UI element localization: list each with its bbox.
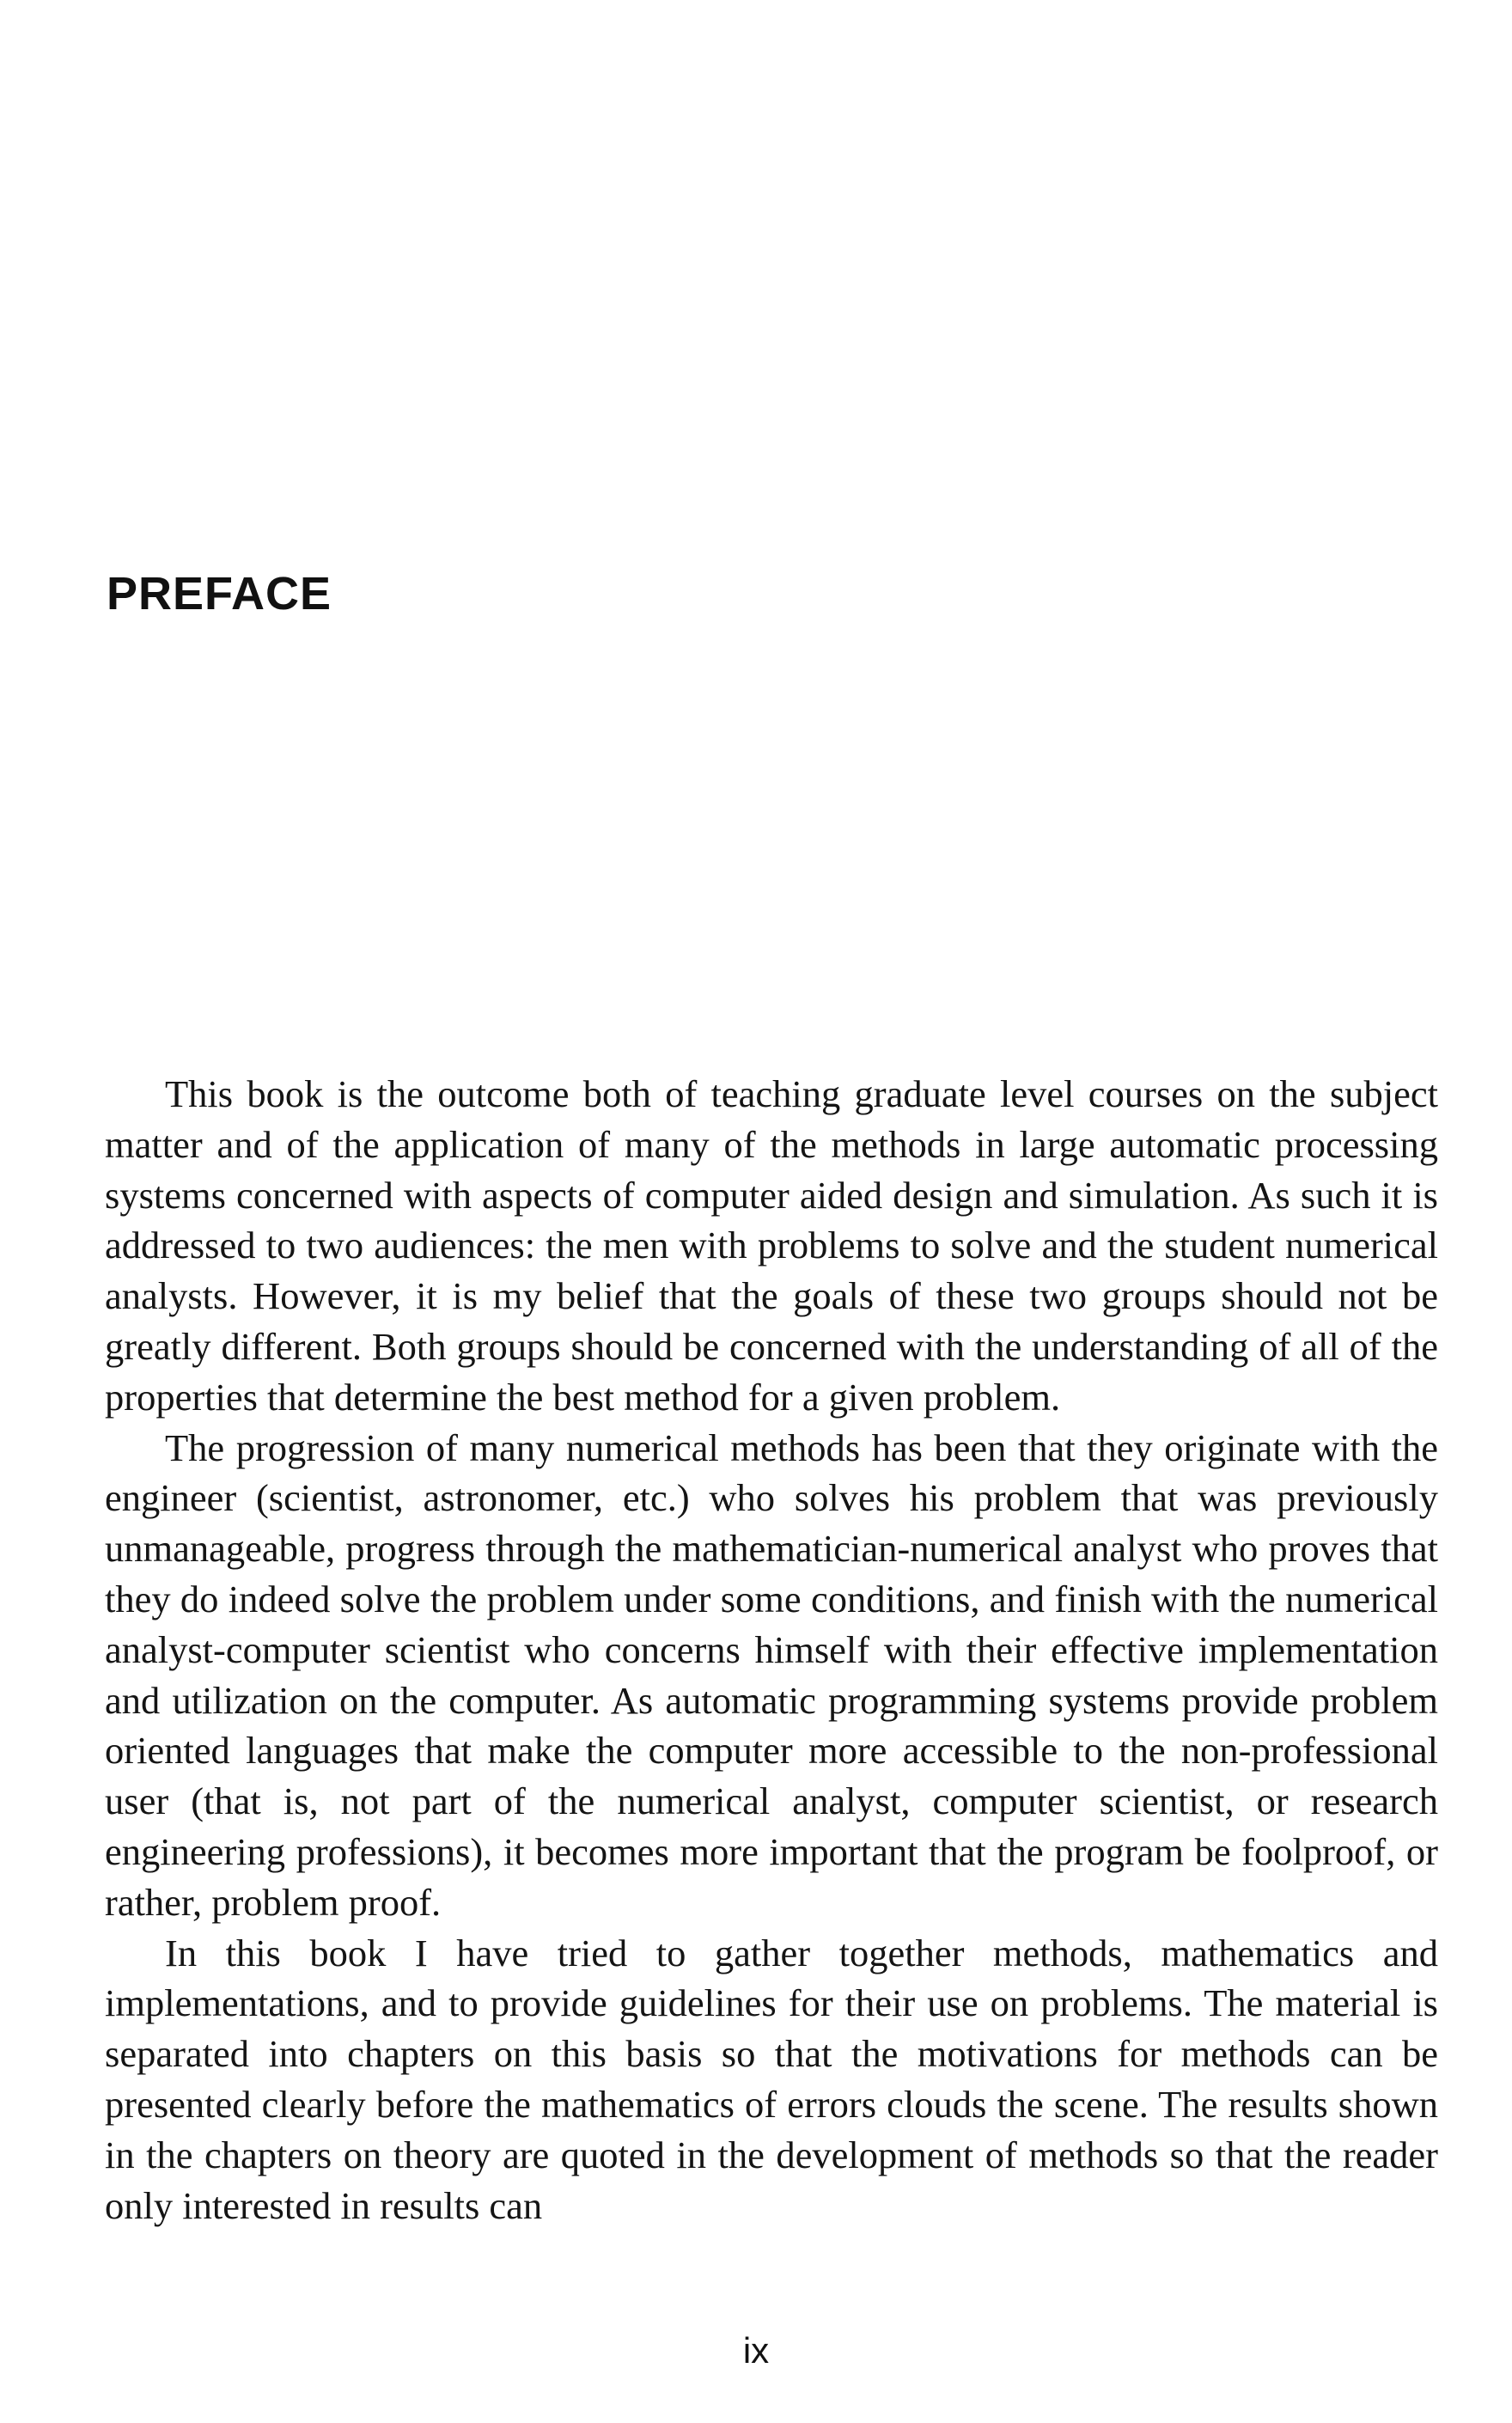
page-title: PREFACE [107, 568, 332, 619]
preface-body [105, 1069, 1438, 2231]
paragraph-3: In this book I have tried to gather together methods, mathematics and implementations, and to provide guidelines for their use on problems. The material is separated into chapters on this basis so that the motivations for methods can be presented clearly before the mathematics of errors clouds the scene. The results shown in the chapters on theory are quoted in the development of methods so that the reader only interested in results can [105, 1931, 1438, 2227]
paragraph-2: The progression of many numerical methods has been that they originate with the engineer (scientist, astronomer, etc.) who solves his problem that was previously unmanageable, progress through the mathematician-numerical analyst who proves that they do indeed solve the problem under some conditions, and finish with the numerical analyst-computer scientist who concerns himself with their effective implementation and utilization on the computer. As automatic programming systems provide problem oriented languages that make the computer more accessible to the non-professional user (that is, not part of the numerical analyst, computer scientist, or research engineering professions), it becomes more important that the program be foolproof, or rather, problem proof. [105, 1425, 1438, 1924]
page-number: ix [742, 2330, 770, 2371]
paragraph-1: This book is the outcome both of teaching graduate level courses on the subject matter and of the application of many of the methods in large automatic processing systems concerned with aspects of computer aided design and simulation. As such it is addressed to two audiences: the men with problems to solve and the student numerical analysts. However, it is my belief that the goals of these two groups should not be greatly different. Both groups should be concerned with the understanding of all of the properties that determine the best method for a given problem. [105, 1072, 1438, 1419]
